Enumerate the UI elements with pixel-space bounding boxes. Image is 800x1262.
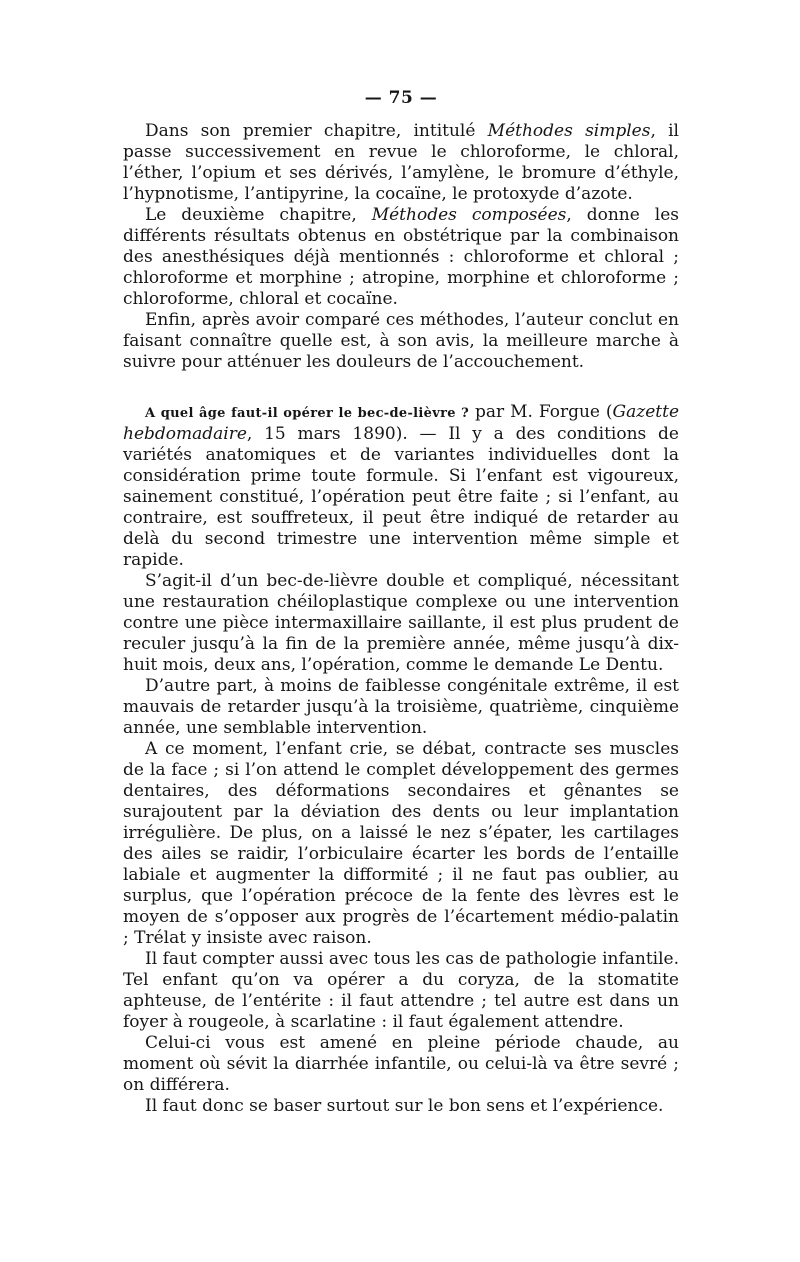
paragraph-retard: D’autre part, à moins de faiblesse congénitale extrême, il est mauvais de retarder jusqu’à la troisième, quatrième, cinquième année, une semblable intervention.: [123, 676, 679, 738]
chapter-title: Méthodes composées: [371, 205, 567, 225]
paragraph-conclusion-finale: Il faut donc se baser surtout sur le bon sens et l’expérience.: [145, 1096, 664, 1116]
section-divider: [123, 373, 679, 402]
paragraph-double-bec: S’agit-il d’un bec-de-lièvre double et compliqué, nécessitant une restauration chéiloplastique complexe ou une intervention contre une pièce intermaxillaire saillante, il est plus prudent de reculer jusqu’à la fin de la première année, même jusqu’à dix-huit mois, deux ans, l’opération, comme le demande Le Dentu.: [123, 571, 679, 675]
paragraph-conclusion: Enfin, après avoir comparé ces méthodes, l’auteur conclut en faisant connaître quelle est, à son avis, la meilleure marche à suivre pour atténuer les douleurs de l’accouchement.: [123, 310, 679, 372]
paragraph-pathologie: Il faut compter aussi avec tous les cas de pathologie infantile. Tel enfant qu’on va opérer a du coryza, de la stomatite aphteuse, de l’entérite : il faut attendre ; tel autre est dans un foyer à rougeole, à scarlatine : il faut également attendre.: [123, 949, 679, 1032]
paragraph-bec-de-lievre-intro: [123, 402, 679, 571]
section-heading: A quel âge faut-il opérer le bec-de-lièvre ?: [145, 406, 470, 421]
paragraph-text: , il passe successivement en revue le chloroforme, le chloral, l’éther, l’opium et ses dérivés, l’amylène, le bromure d’éthyle, l’hypnotisme, l’antipyrine, la cocaïne, le protoxyde d’azote.: [123, 121, 679, 204]
paragraph-text: , 15 mars 1890). — Il y a des conditions de variétés anatomiques et de variantes individuelles dont la considération prime toute formule. Si l’enfant est vigoureux, sainement constitué, l’opération peut être faite ; si l’enfant, au contraire, est souffreteux, il peut être indiqué de retarder au delà du second trimestre une intervention même simple et rapide.: [123, 424, 679, 570]
paragraph-methodes-simples: [123, 121, 679, 205]
source-title: Gazette hebdomadaire: [123, 402, 680, 444]
paragraph-text: par M. Forgue (: [469, 402, 613, 422]
paragraph-text: Dans son premier chapitre, intitulé: [145, 121, 488, 141]
paragraph-text: Le deuxième chapitre,: [145, 205, 372, 225]
paragraph-text: , donne les différents résultats obtenus en obstétrique par la combinaison des anesthésiques déjà mentionnés : chloroforme et chloral ; chloroforme et morphine ; atropine, morphine et chloroforme ; chloroforme, chloral et cocaïne.: [123, 205, 679, 309]
paragraph-methodes-composees: [123, 205, 679, 310]
document-page: [123, 88, 679, 1117]
page-number: — 75 —: [364, 88, 438, 108]
paragraph-periode-chaude: Celui-ci vous est amené en pleine période chaude, au moment où sévit la diarrhée infantile, ou celui-là va être sevré ; on différera.: [123, 1033, 679, 1095]
paragraph-moment: A ce moment, l’enfant crie, se débat, contracte ses muscles de la face ; si l’on attend le complet développement des germes dentaires, des déformations secondaires et gênantes se surajoutent par la déviation des dents ou leur implantation irrégulière. De plus, on a laissé le nez s’épater, les cartilages des ailes se raidir, l’orbiculaire écarter les bords de l’entaille labiale et augmenter la difformité ; il ne faut pas oublier, au surplus, que l’opération précoce de la fente des lèvres est le moyen de s’opposer aux progrès de l’écartement médio-palatin ; Trélat y insiste avec raison.: [123, 739, 679, 948]
chapter-title: Méthodes simples: [487, 121, 651, 141]
